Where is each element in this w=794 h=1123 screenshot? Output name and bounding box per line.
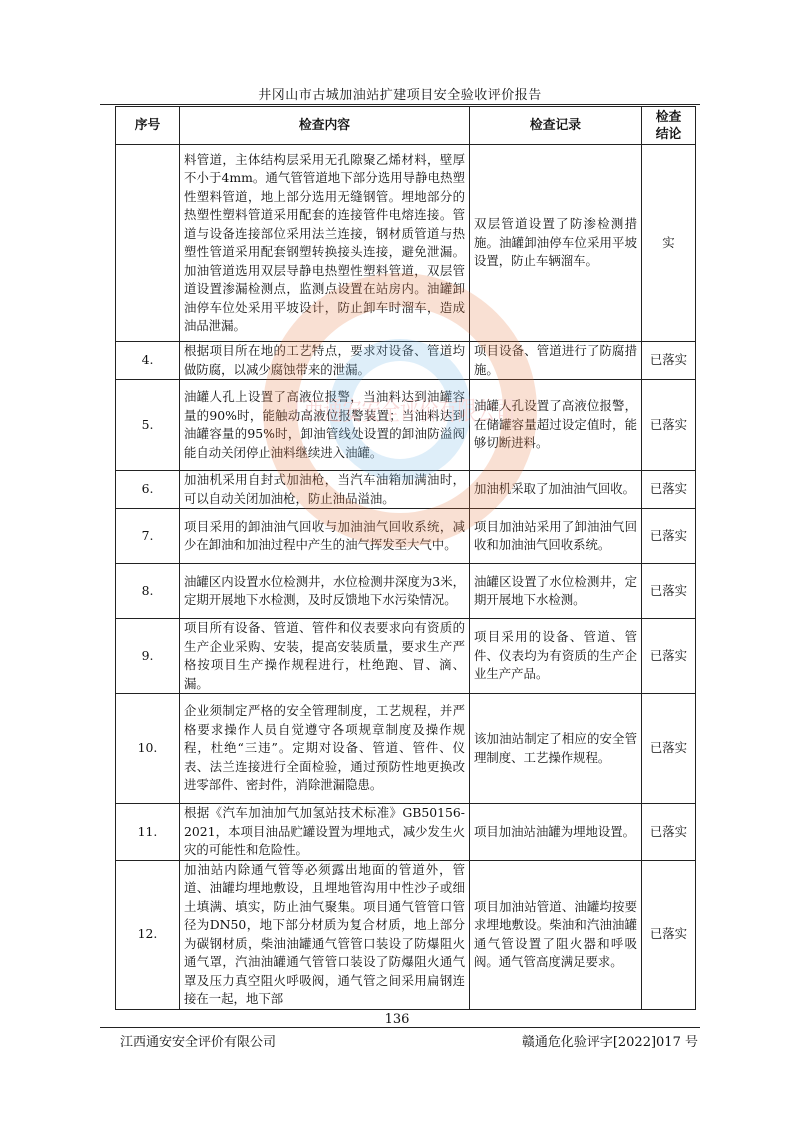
row-conclusion: 已落实 (642, 619, 696, 694)
inspection-table (115, 106, 696, 1010)
footer-company: 江西通安安全评价有限公司 (120, 1035, 277, 1050)
table-row (116, 380, 696, 471)
row-number: 4. (116, 342, 180, 380)
row-record: 该加油站制定了相应的安全管理制度、工艺操作规程。 (470, 694, 642, 804)
watermark-text: 江西通安安全评价有限公司 (285, 397, 515, 427)
header-divider (100, 104, 700, 105)
row-conclusion: 已落实 (642, 380, 696, 471)
table-row (116, 694, 696, 804)
table-row (116, 342, 696, 380)
row-record: 项目加油站采用了卸油油气回收和加油油气回收系统。 (470, 509, 642, 564)
row-conclusion: 已落实 (642, 509, 696, 564)
row-content: 加油机采用自封式加油枪，当汽车油箱加满油时，可以自动关闭加油枪，防止油品溢油。 (180, 471, 470, 509)
row-record: 油罐区设置了水位检测井，定期开展地下水检测。 (470, 564, 642, 619)
row-number: 8. (116, 564, 180, 619)
page-header-title: 井冈山市古城加油站扩建项目安全验收评价报告 (258, 88, 542, 103)
row-record: 双层管道设置了防渗检测措施。油罐卸油停车位采用平坡设置，防止车辆溜车。 (470, 145, 642, 342)
table-row (116, 145, 696, 342)
row-content: 项目所有设备、管道、管件和仪表要求向有资质的生产企业采购、安装，提高安装质量，要求生产严格按项目生产操作规程进行，杜绝跑、冒、滴、漏。 (180, 619, 470, 694)
row-content: 油罐区内设置水位检测井，水位检测井深度为3米，定期开展地下水检测，及时反馈地下水污染情况。 (180, 564, 470, 619)
row-content: 企业须制定严格的安全管理制度，工艺规程，并严格要求操作人员自觉遵守各项规章制度及操作规程，杜绝“三违”。定期对设备、管道、管件、仪表、法兰连接进行全面检验，通过预防性地更换改进零部件、密封件，消除泄漏隐患。 (180, 694, 470, 804)
row-record: 项目加油站管道、油罐均按要求埋地敷设。柴油和汽油油罐通气管设置了阻火器和呼吸阀。通气管高度满足要求。 (470, 860, 642, 1009)
row-content: 根据项目所在地的工艺特点，要求对设备、管道均做防腐，以减少腐蚀带来的泄漏。 (180, 342, 470, 380)
row-number (116, 145, 180, 342)
table-row (116, 860, 696, 1009)
row-number: 5. (116, 380, 180, 471)
row-conclusion: 实 (642, 145, 696, 342)
row-conclusion: 已落实 (642, 471, 696, 509)
table-row (116, 471, 696, 509)
row-record: 项目采用的设备、管道、管件、仪表均为有资质的生产企业生产产品。 (470, 619, 642, 694)
row-conclusion: 已落实 (642, 342, 696, 380)
column-header-conclusion: 检查结论 (642, 107, 696, 145)
row-number: 7. (116, 509, 180, 564)
row-conclusion: 已落实 (642, 694, 696, 804)
row-record: 加油机采取了加油油气回收。 (470, 471, 642, 509)
row-record: 项目设备、管道进行了防腐措施。 (470, 342, 642, 380)
row-conclusion: 已落实 (642, 860, 696, 1009)
footer-doc-code: 赣通危化验评字[2022]017 号 (521, 1035, 698, 1050)
column-header-record: 检查记录 (470, 107, 642, 145)
table-row (116, 509, 696, 564)
page-number: 136 (384, 1012, 410, 1027)
table-row (116, 619, 696, 694)
row-number: 9. (116, 619, 180, 694)
row-content: 油罐人孔上设置了高液位报警，当油料达到油罐容量的90%时，能触动高液位报警装置；当油料达到油罐容量的95%时，卸油管线处设置的卸油防溢阀能自动关闭停止油料继续进入油罐。 (180, 380, 470, 471)
row-content: 加油站内除通气管等必须露出地面的管道外，管道、油罐均埋地敷设，且埋地管沟用中性沙子或细土填满、填实，防止油气聚集。项目通气管管口管径为DN50，地下部分材质为复合材质，地上部分为碳钢材质，柴油油罐通气管管口装设了防爆阻火通气罩，汽油油罐通气管管口装设了防爆阻火通气罩及压力真空阻火呼吸阀，通气管之间采用扁钢连接在一起，地下部 (180, 860, 470, 1009)
row-content: 项目采用的卸油油气回收与加油油气回收系统，减少在卸油和加油过程中产生的油气挥发至大气中。 (180, 509, 470, 564)
row-number: 12. (116, 860, 180, 1009)
row-conclusion: 已落实 (642, 804, 696, 861)
row-conclusion: 已落实 (642, 564, 696, 619)
row-number: 10. (116, 694, 180, 804)
row-number: 6. (116, 471, 180, 509)
column-header-content: 检查内容 (180, 107, 470, 145)
table-header-row (116, 107, 696, 145)
row-content: 料管道，主体结构层采用无孔隙聚乙烯材料，壁厚不小于4mm。通气管管道地下部分选用导静电热塑性塑料管道，地上部分选用无缝钢管。埋地部分的热塑性塑料管道采用配套的连接管件电熔连接。管道与设备连接部位采用法兰连接，钢材质管道与热塑性管道采用配套钢塑转换接头连接，避免泄漏。加油管道选用双层导静电热塑性塑料管道，双层管道设置渗漏检测点，监测点设置在站房内。油罐卸油停车位处采用平坡设计，防止卸车时溜车，造成油品泄漏。 (180, 145, 470, 342)
row-content: 根据《汽车加油加气加氢站技术标准》GB50156-2021，本项目油品贮罐设置为埋地式，减少发生火灾的可能性和危险性。 (180, 804, 470, 861)
table-row (116, 564, 696, 619)
row-number: 11. (116, 804, 180, 861)
column-header-num: 序号 (116, 107, 180, 145)
table-row (116, 804, 696, 861)
row-record: 项目加油站油罐为埋地设置。 (470, 804, 642, 861)
row-record: 油罐人孔设置了高液位报警，在储罐容量超过设定值时，能够切断进料。 (470, 380, 642, 471)
footer-divider (100, 1027, 700, 1028)
